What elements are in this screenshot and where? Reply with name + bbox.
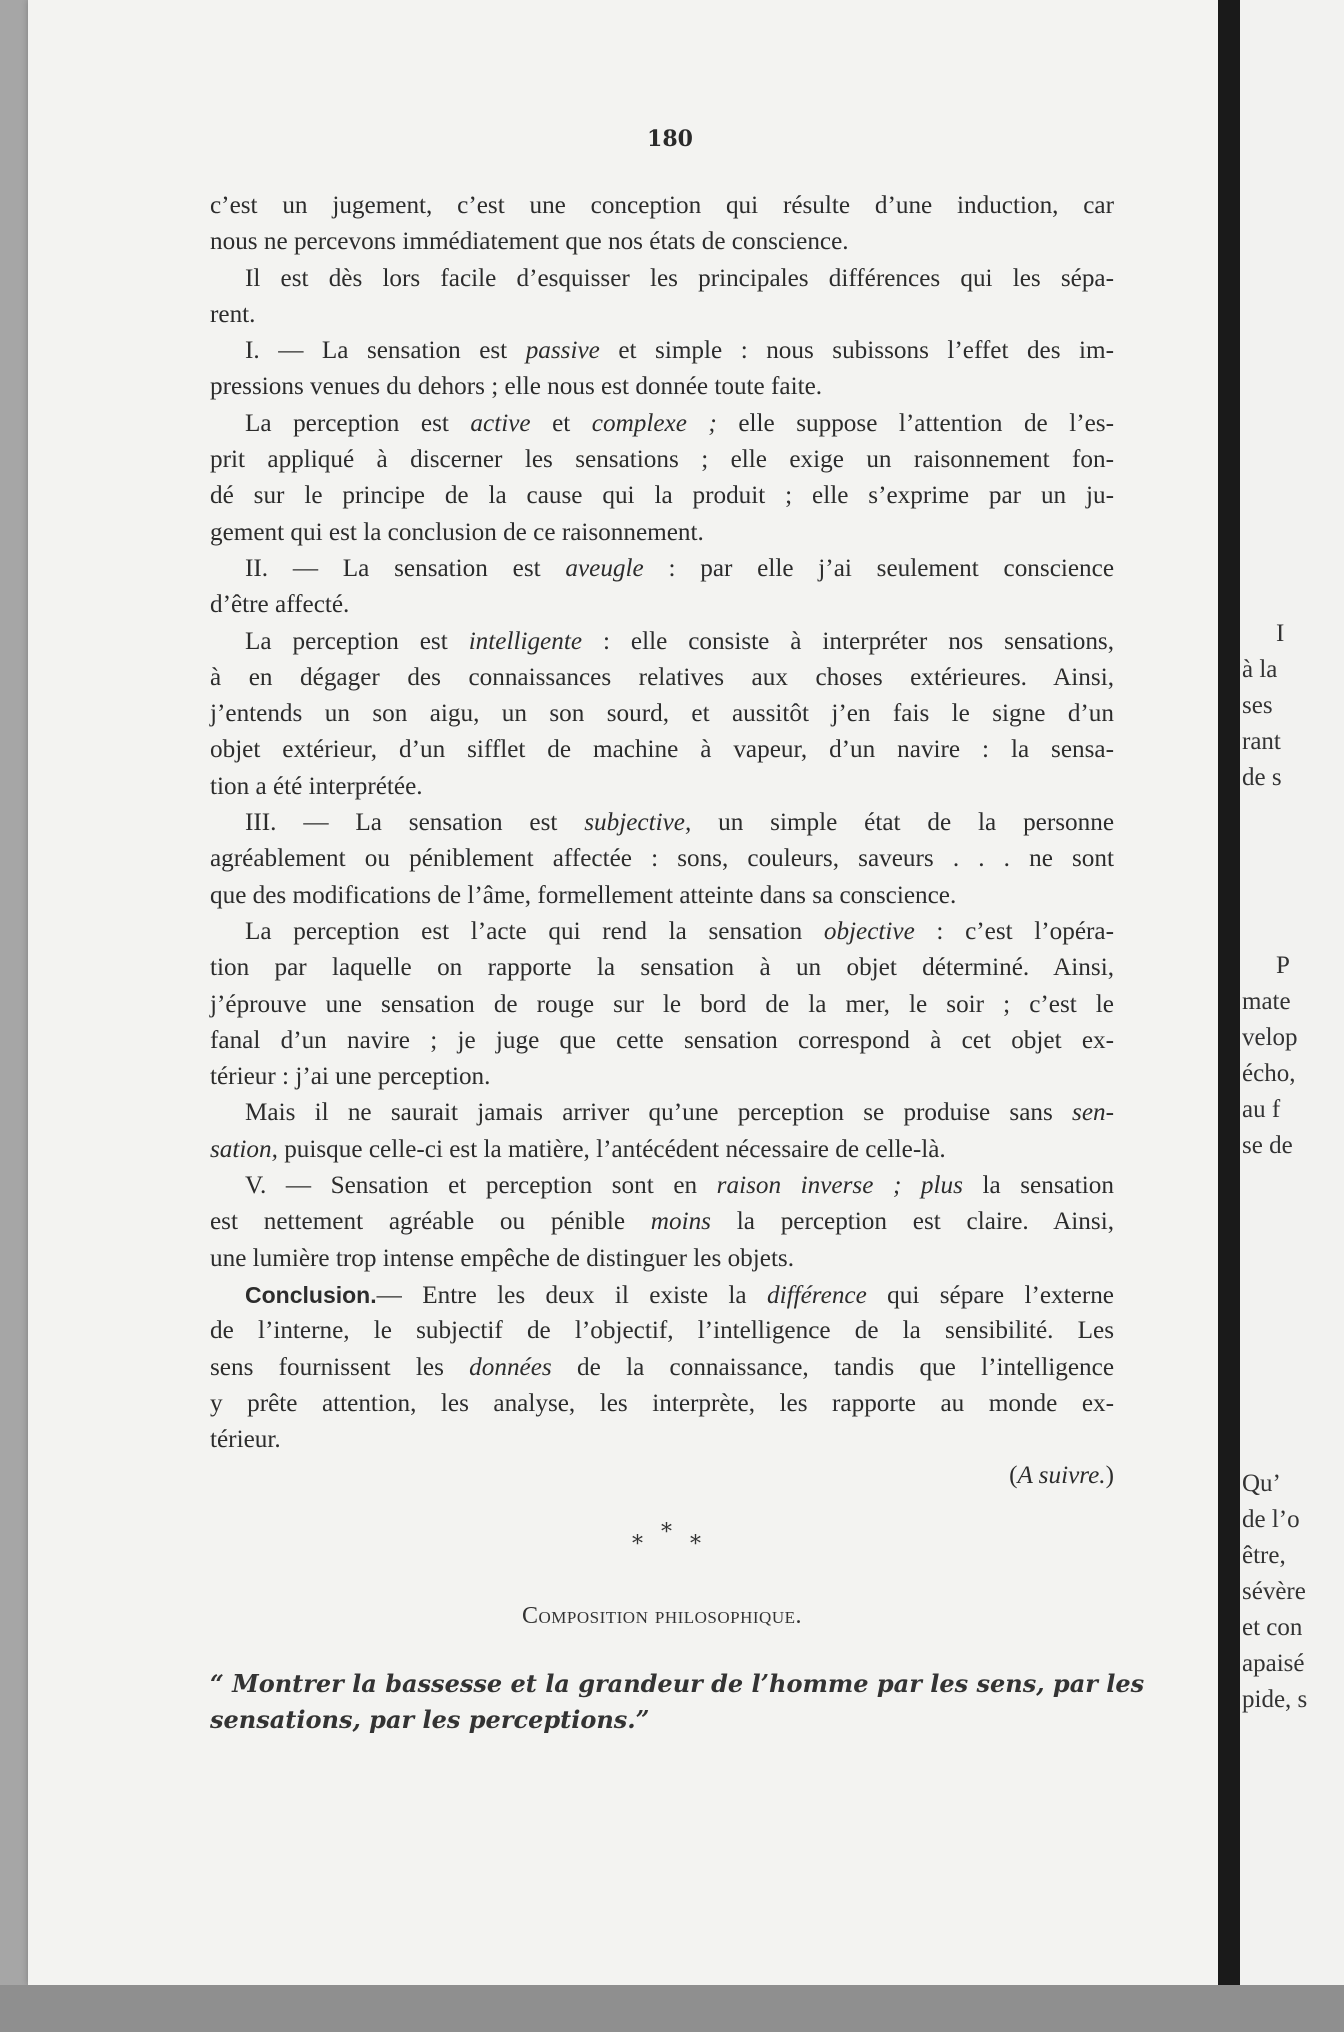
body-text-segment: objective xyxy=(823,917,915,945)
body-text-segment: térieur : j’ai une perception. xyxy=(210,1063,491,1091)
body-text-line xyxy=(210,1168,1114,1204)
body-text-line xyxy=(210,841,1114,877)
right-page-fragment: et con xyxy=(1242,1614,1303,1641)
body-text-segment: données xyxy=(469,1353,552,1381)
asterism-divider xyxy=(610,1520,730,1560)
body-text-segment: est nettement agréable ou pénible xyxy=(210,1208,651,1236)
body-text-segment: V. — Sensation et perception sont en xyxy=(245,1172,717,1200)
body-text-segment: : elle consiste à interpréter nos sensations, xyxy=(582,627,1115,655)
body-text-segment: intelligente xyxy=(468,627,582,655)
asterism-star: * xyxy=(661,1520,672,1545)
body-text-segment: III. — La sensation est xyxy=(245,809,585,837)
quote-line xyxy=(210,1702,1114,1738)
scan-bottom-edge xyxy=(0,1985,1344,2032)
body-text-segment: La perception est xyxy=(245,409,471,437)
right-page-fragment: être, xyxy=(1242,1542,1292,1569)
composition-prompt-quote xyxy=(210,1666,1145,1738)
body-text-segment: moins xyxy=(650,1208,711,1236)
body-text-segment: nous ne percevons immédiatement que nos états de conscience. xyxy=(210,228,849,256)
body-text-segment: La perception est l’acte qui rend la sensation xyxy=(245,917,824,945)
body-text-segment: j’éprouve une sensation de rouge sur le bord de la mer, le soir ; c’est le xyxy=(210,990,1114,1018)
body-text-segment: complexe ; xyxy=(591,409,717,437)
body-text-line xyxy=(210,660,1114,696)
body-text-line xyxy=(210,333,1114,369)
body-text-segment: la sensation xyxy=(962,1172,1114,1200)
body-text-line xyxy=(210,732,1114,768)
body-text-line xyxy=(210,261,1114,297)
body-text-segment: qui sépare l’externe xyxy=(866,1281,1114,1309)
body-text-line xyxy=(210,1241,1114,1277)
body-text-segment: aveugle xyxy=(565,554,644,582)
body-text-segment: Conclusion. xyxy=(245,1281,377,1308)
body-text-line xyxy=(210,769,1114,805)
body-text-line xyxy=(210,1313,1114,1349)
right-page-fragment: sévère xyxy=(1242,1578,1306,1605)
right-page-text-fragments xyxy=(1240,0,1344,2032)
right-page-fragment: apaisé xyxy=(1242,1650,1305,1677)
body-text-line xyxy=(210,369,1114,405)
body-text-segment: II. — La sensation est xyxy=(245,554,566,582)
body-text-line xyxy=(210,406,1114,442)
right-page-fragment: Qu’ xyxy=(1242,1470,1281,1497)
body-text-segment: que des modifications de l’âme, formellement atteinte dans sa conscience. xyxy=(210,881,957,909)
right-page-fragment: velop xyxy=(1242,1024,1298,1051)
body-text xyxy=(210,188,1114,1495)
right-page-fragment: à la xyxy=(1242,656,1278,683)
body-text-line xyxy=(210,297,1114,333)
body-text-segment: fanal d’un navire ; je juge que cette sensation correspond à cet objet ex- xyxy=(210,1026,1114,1054)
body-text-segment: ( xyxy=(1009,1462,1018,1490)
body-text-line xyxy=(210,1132,1114,1168)
body-text-line xyxy=(210,1059,1114,1095)
body-text-line xyxy=(210,1277,1114,1313)
right-page-fragment: pide, s xyxy=(1242,1686,1308,1713)
body-text-segment: raison inverse ; plus xyxy=(716,1172,963,1200)
body-text-segment: pressions venues du dehors ; elle nous est donnée toute faite. xyxy=(210,373,823,401)
body-text-segment: à en dégager des connaissances relatives aux choses extérieures. Ainsi, xyxy=(210,663,1114,691)
right-page-fragment: I xyxy=(1276,620,1285,647)
body-text-segment: Mais il ne saurait jamais arriver qu’une perception se produise sans xyxy=(245,1099,1073,1127)
section-heading xyxy=(210,1603,1114,1630)
body-text-segment: différence xyxy=(767,1281,867,1309)
body-text-segment: prit appliqué à discerner les sensations ; elle exige un raisonnement fon- xyxy=(210,446,1114,474)
body-text-segment: une lumière trop intense empêche de distinguer les objets. xyxy=(210,1244,795,1272)
right-page-fragment: au f xyxy=(1242,1096,1281,1123)
body-text-segment: Il est dès lors facile d’esquisser les principales différences qui les sépa- xyxy=(245,264,1114,292)
body-text-line xyxy=(210,987,1114,1023)
body-text-segment: y prête attention, les analyse, les interprète, les rapporte au monde ex- xyxy=(210,1389,1114,1417)
right-page-fragment: se de xyxy=(1242,1132,1293,1159)
body-text-segment: subjective, xyxy=(584,809,692,837)
body-text-segment: c’est un jugement, c’est une conception qui résulte d’une induction, car xyxy=(210,192,1114,219)
body-text-segment: de la connaissance, tandis que l’intelligence xyxy=(551,1353,1114,1381)
body-text-segment: de l’interne, le subjectif de l’objectif, l’intelligence de la sensibilité. Les xyxy=(210,1317,1114,1345)
body-text-line xyxy=(210,442,1114,478)
body-text-segment: La perception est xyxy=(245,627,469,655)
body-text-line xyxy=(210,1458,1114,1494)
body-text-line xyxy=(210,624,1114,660)
body-text-segment: térieur. xyxy=(210,1426,281,1454)
body-text-line xyxy=(210,914,1114,950)
body-text-segment: sation, xyxy=(210,1135,278,1163)
section-heading-text: Composition philosophique. xyxy=(522,1603,802,1629)
body-text-segment: passive xyxy=(525,337,600,365)
body-text-segment: gement qui est la conclusion de ce raisonnement. xyxy=(210,518,704,546)
body-text-line xyxy=(210,188,1114,224)
right-page-fragment: rant xyxy=(1242,728,1281,755)
right-page-fragment: écho, xyxy=(1242,1060,1296,1087)
body-text-line xyxy=(210,478,1114,514)
quote-segment: “ Montrer la bassesse et la grandeur de l’homme par les sens, par les xyxy=(210,1669,1145,1698)
body-text-segment: agréablement ou péniblement affectée : sons, couleurs, saveurs . . . ne sont xyxy=(210,845,1114,873)
body-text-segment: : c’est l’opéra- xyxy=(914,917,1114,945)
asterism-star: * xyxy=(632,1532,643,1557)
body-text-segment: : par elle j’ai seulement conscience xyxy=(643,554,1114,582)
body-text-segment: active xyxy=(470,409,531,437)
right-page-fragment: de s xyxy=(1242,764,1282,791)
body-text-segment: et xyxy=(530,409,592,437)
body-text-line xyxy=(210,551,1114,587)
book-gutter xyxy=(1218,0,1240,2032)
right-page-fragment: P xyxy=(1276,952,1290,979)
body-text-line xyxy=(210,1350,1114,1386)
right-page-fragment: ses xyxy=(1242,692,1273,719)
body-text-segment: tion a été interprétée. xyxy=(210,772,423,800)
body-text-segment: d’être affecté. xyxy=(210,591,350,619)
body-text-segment: I. — La sensation est xyxy=(245,337,526,365)
body-text-segment: — Entre les deux il existe la xyxy=(376,1281,767,1309)
body-text-line xyxy=(210,696,1114,732)
body-text-line xyxy=(210,587,1114,623)
body-text-line xyxy=(210,950,1114,986)
body-text-segment: et simple : nous subissons l’effet des im- xyxy=(599,337,1114,365)
page-number: 180 xyxy=(647,126,693,152)
right-page-fragment: de l’o xyxy=(1242,1506,1300,1533)
body-text-segment: un simple état de la personne xyxy=(691,809,1114,837)
asterism-star: * xyxy=(690,1532,701,1557)
body-text-line xyxy=(210,805,1114,841)
body-text-segment: la perception est claire. Ainsi, xyxy=(710,1208,1114,1236)
body-text-line xyxy=(210,1422,1114,1458)
body-text-line xyxy=(210,1386,1114,1422)
body-text-segment: objet extérieur, d’un sifflet de machine à vapeur, d’un navire : la sensa- xyxy=(210,736,1114,764)
body-text-line xyxy=(210,224,1114,260)
right-page-fragment: mate xyxy=(1242,988,1291,1015)
body-text-line xyxy=(210,1023,1114,1059)
body-text-segment: dé sur le principe de la cause qui la produit ; elle s’exprime par un ju- xyxy=(210,482,1114,510)
body-text-segment: rent. xyxy=(210,300,256,328)
body-text-segment: sen- xyxy=(1072,1099,1114,1127)
quote-line xyxy=(210,1666,1145,1702)
body-text-segment: ) xyxy=(1105,1462,1114,1490)
quote-segment: sensations, par les perceptions.” xyxy=(210,1705,650,1734)
body-text-line xyxy=(210,878,1114,914)
body-text-segment: tion par laquelle on rapporte la sensation à un objet déterminé. Ainsi, xyxy=(210,954,1114,982)
body-text-segment: j’entends un son aigu, un son sourd, et aussitôt j’en fais le signe d’un xyxy=(210,700,1114,728)
body-text-segment: puisque celle-ci est la matière, l’antécédent nécessaire de celle-là. xyxy=(277,1135,946,1163)
body-text-line xyxy=(210,1204,1114,1240)
body-text-segment: A suivre. xyxy=(1017,1462,1106,1490)
body-text-segment: sens fournissent les xyxy=(210,1353,470,1381)
body-text-line xyxy=(210,515,1114,551)
body-text-line xyxy=(210,1095,1114,1131)
body-text-segment: elle suppose l’attention de l’es- xyxy=(716,409,1114,437)
